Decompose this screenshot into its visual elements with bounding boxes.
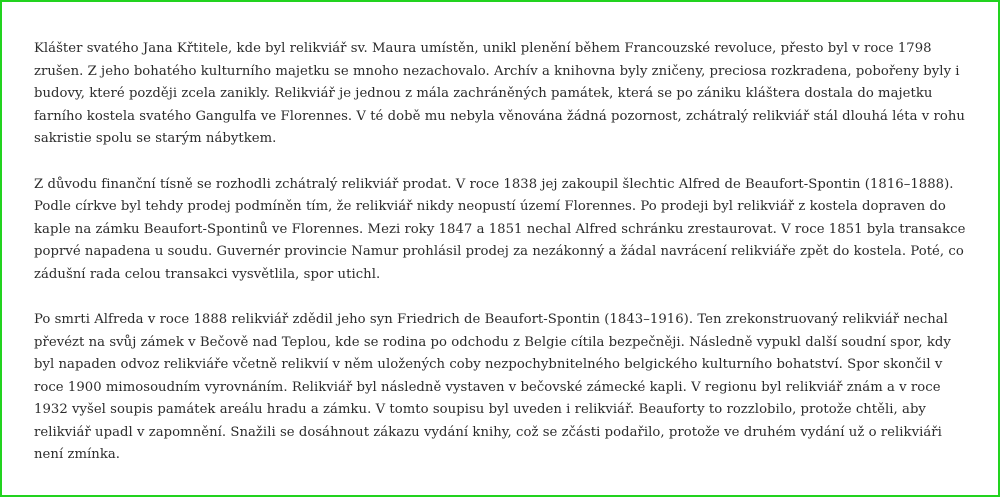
article-body	[34, 38, 970, 490]
paragraph-2: Z důvodu finanční tísně se rozhodli zchátralý relikviář prodat. V roce 1838 jej zakoupil šlechtic Alfred de Beaufort-Spontin (1816–1888). Podle církve byl tehdy prodej podmíněn tím, že relikviář nikdy neopustí území Florennes. Po prodeji byl relikviář z kostela dopraven do kaple na zámku Beaufort-Spontinů ve Florennes. Mezi roky 1847 a 1851 nechal Alfred schránku zrestaurovat. V roce 1851 byla transakce poprvé napadena u soudu. Guvernér provincie Namur prohlásil prodej za nezákonný a žádal navrácení relikviáře zpět do kostela. Poté, co zádušní rada celou transakci vysvětlila, spor utichl.	[34, 176, 966, 282]
paragraph-1: Klášter svatého Jana Křtitele, kde byl relikviář sv. Maura umístěn, unikl plenění během Francouzské revoluce, přesto byl v roce 1798 zrušen. Z jeho bohatého kulturního majetku se mnoho nezachovalo. Archív a knihovna byly zničeny, preciosa rozkradena, pobořeny byly i budovy, které později zcela zanikly. Relikviář je jednou z mála zachráněných památek, která se po zániku kláštera dostala do majetku farního kostela svatého Gangulfa ve Florennes. V té době mu nebyla věnována žádná pozornost, zchátralý relikviář stál dlouhá léta v rohu sakristie spolu se starým nábytkem.	[34, 41, 965, 146]
paragraph-3: Po smrti Alfreda v roce 1888 relikviář zdědil jeho syn Friedrich de Beaufort-Spontin (1843–1916). Ten zrekonstruovaný relikviář nechal převézt na svůj zámek v Bečově nad Teplou, kde se rodina po odchodu z Belgie cítila bezpečněji. Následně vypukl další soudní spor, kdy byl napaden odvoz relikviáře včetně relikvií v něm uložených coby nezpochybnitelného belgického kulturního bohatství. Spor skončil v roce 1900 mimosoudním vyrovnáním. Relikviář byl následně vystaven v bečovské zámecké kapli. V regionu byl relikviář znám a v roce 1932 vyšel soupis památek areálu hradu a zámku. V tomto soupisu byl uveden i relikviář. Beauforty to rozzlobilo, protože chtěli, aby relikviář upadl v zapomnění. Snažili se dosáhnout zákazu vydání knihy, což se zčásti podařilo, protože ve druhém vydání už o relikviáři není zmínka.	[34, 312, 951, 462]
